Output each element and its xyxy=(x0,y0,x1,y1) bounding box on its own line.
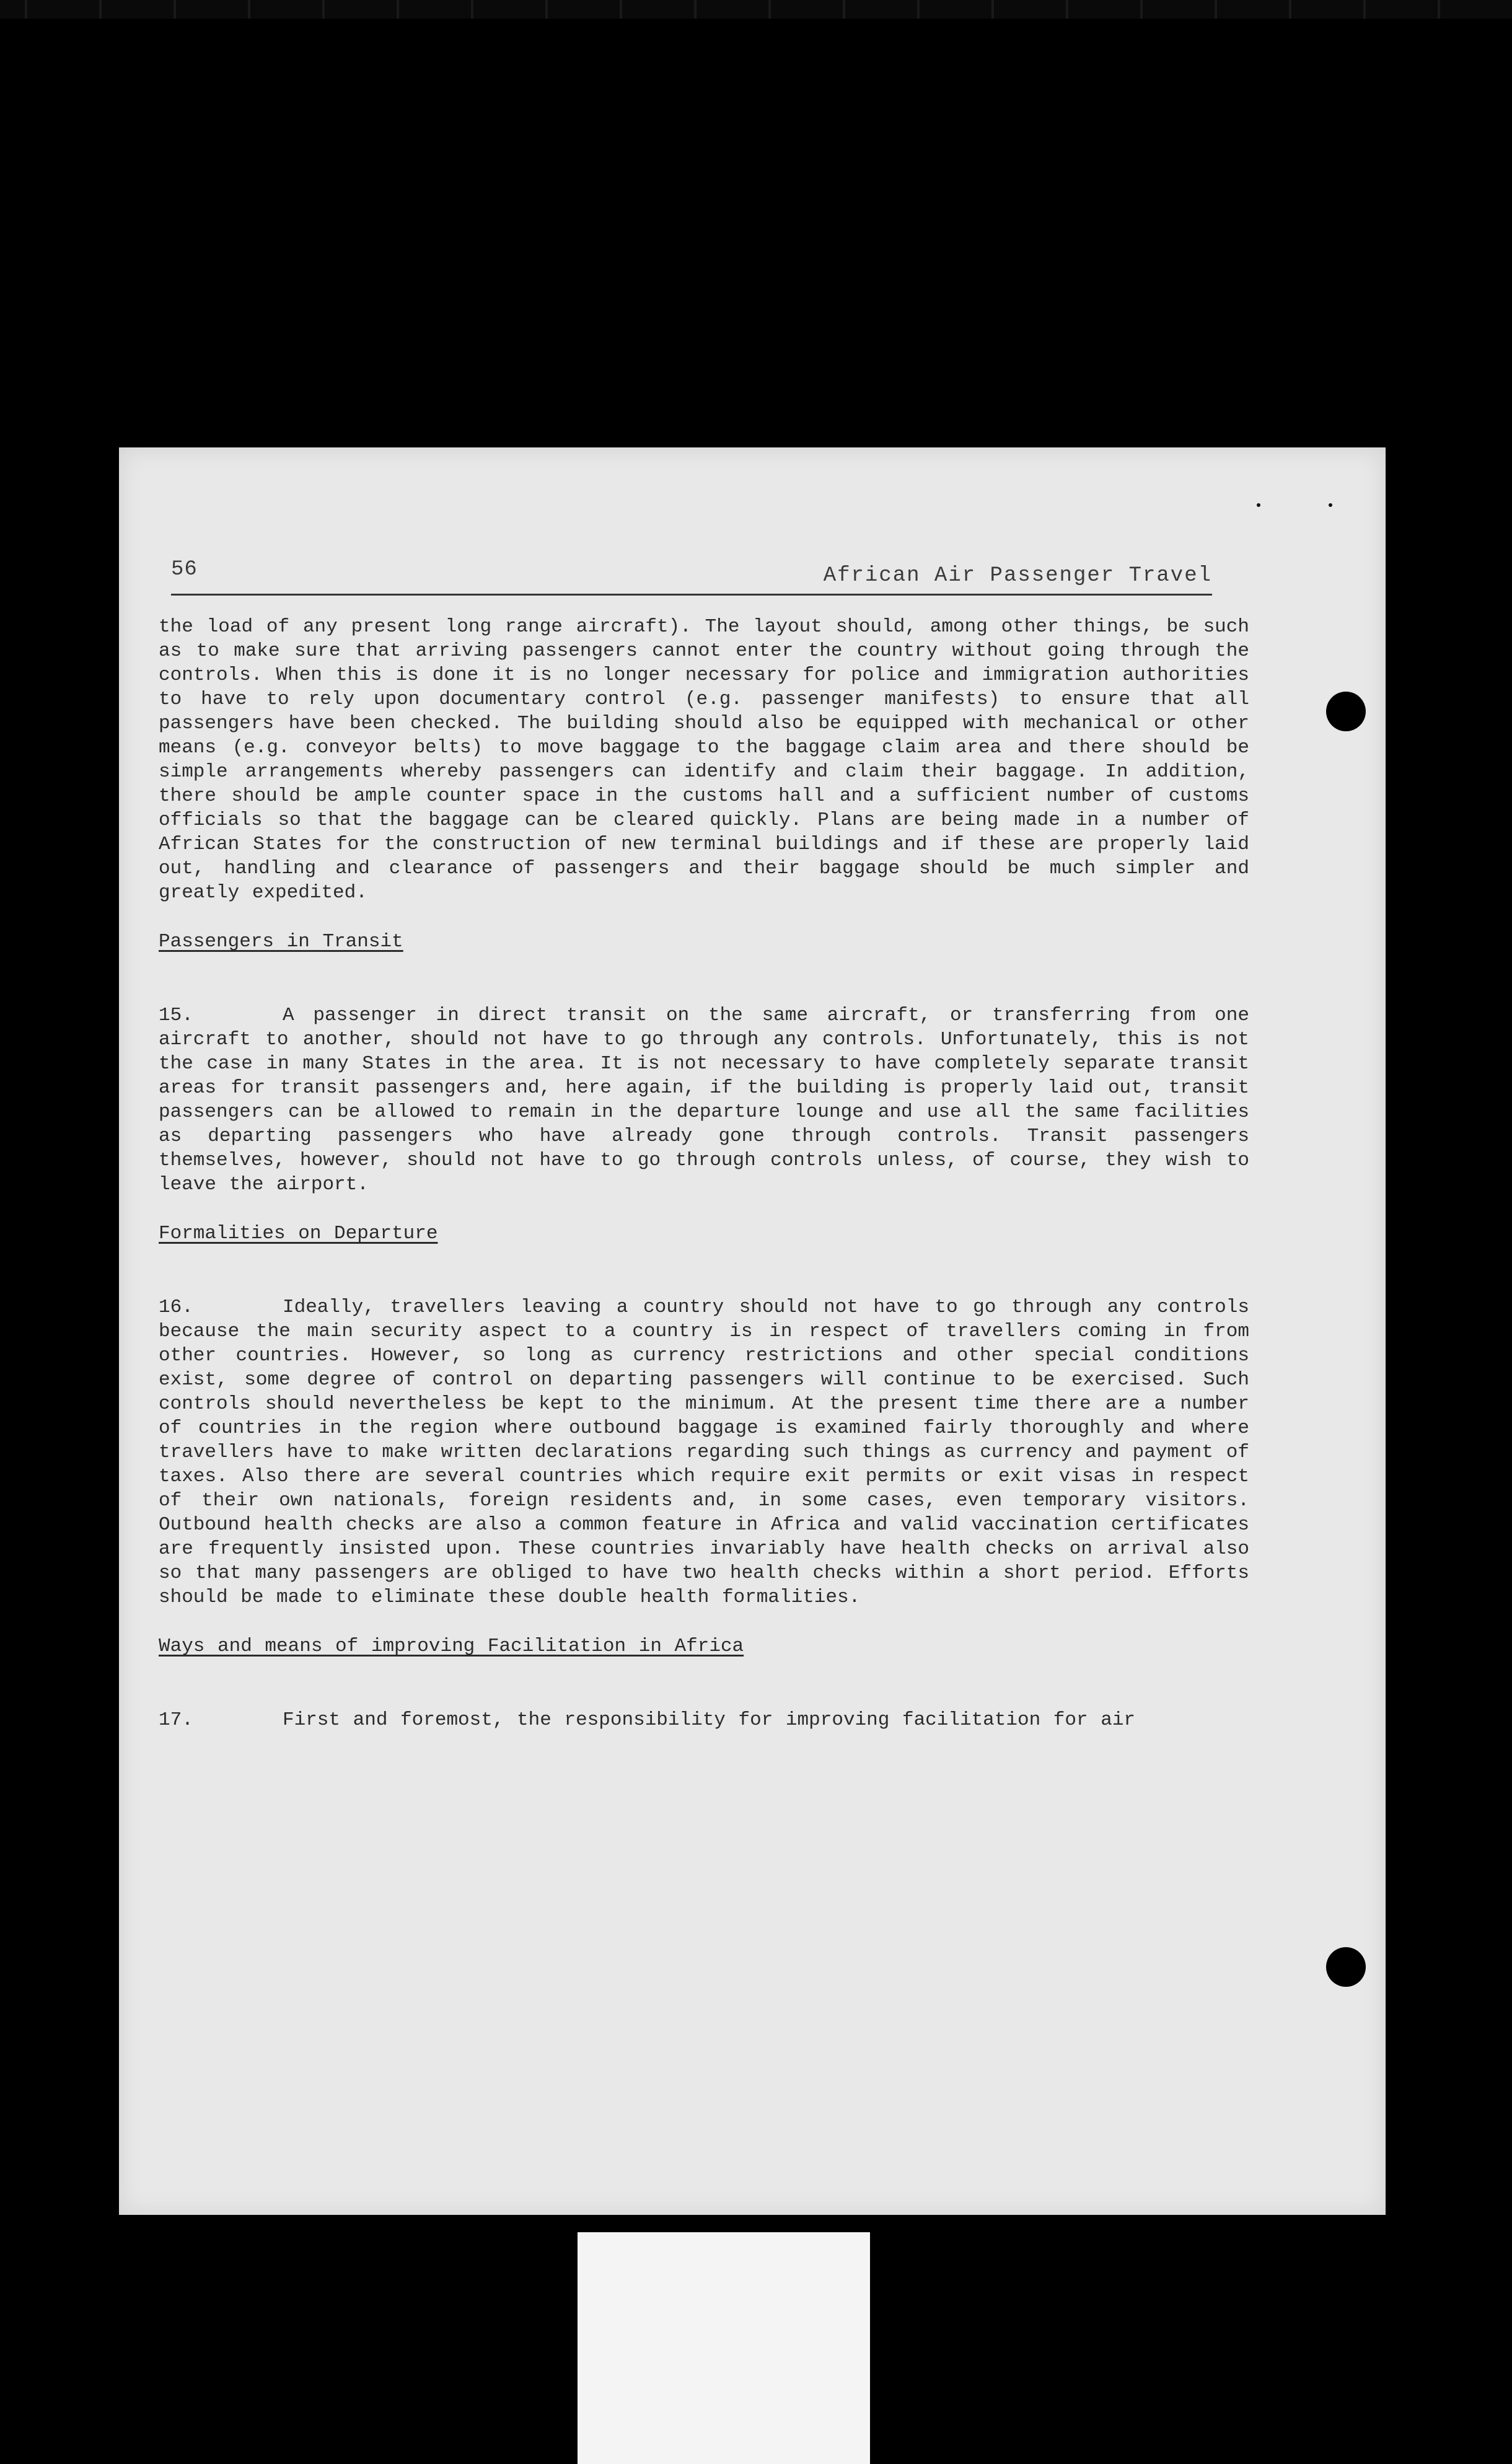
heading-passengers-in-transit: Passengers in Transit xyxy=(159,931,403,953)
paragraph-text: A passenger in direct transit on the same aircraft, or transferring from one aircraft to another, should not have to go through any controls. Unfortunately, this is not the case in many States in the area. It is not necessary to have completely separate transit areas for transit passengers and, here again, if the building is properly laid out, transit passengers can be allowed to remain in the departure lounge and use all the same facilities as departing passengers who have already gone through controls. Transit passengers themselves, however, should not have to go through controls unless, of course, they wish to leave the airport. xyxy=(159,1005,1249,1195)
paragraph-16 xyxy=(159,1295,1249,1609)
heading-formalities-on-departure: Formalities on Departure xyxy=(159,1223,438,1244)
paragraph-number: 17. xyxy=(159,1709,193,1731)
paragraph-15 xyxy=(159,1003,1249,1197)
paragraph-number: 16. xyxy=(159,1296,193,1318)
document-page xyxy=(119,447,1386,2215)
running-title: African Air Passenger Travel xyxy=(823,564,1212,587)
page-number: 56 xyxy=(171,558,198,581)
scan-speck xyxy=(1329,503,1332,507)
calibration-card xyxy=(578,2232,870,2464)
paragraph-number: 15. xyxy=(159,1005,193,1026)
scan-border xyxy=(0,0,1512,19)
paragraph-text: First and foremost, the responsibility for improving facilitation for air xyxy=(283,1709,1136,1731)
paragraph-text: Ideally, travellers leaving a country should not have to go through any controls because the main security aspect to a country is in respect of travellers coming in from other countries. However, so long as currency restrictions and other special conditions exist, some degree of control on departing passengers will continue to be exercised. Such controls should nevertheless be kept to the minimum. At the present time there are a number of countries in the region where outbound baggage is examined fairly thoroughly and where travellers have to make written declarations regarding such things as currency and payment of taxes. Also there are several countries which require exit permits or exit visas in respect of their own nationals, foreign residents and, in some cases, even temporary visitors. Outbound health checks are also a common feature in Africa and valid vaccination certificates are frequently insisted upon. These countries invariably have health checks on arrival also so that many passengers are obliged to have two health checks within a short period. Efforts should be made to eliminate these double health formalities. xyxy=(159,1296,1249,1608)
punch-hole xyxy=(1326,1947,1366,1987)
scan-speck xyxy=(1257,503,1260,507)
heading-ways-and-means: Ways and means of improving Facilitation in Africa xyxy=(159,1635,744,1657)
paragraph-continued: the load of any present long range aircraft). The layout should, among other things, be such as to make sure that arriving passengers cannot enter the country without going through the controls. When this is done it is no longer necessary for police and immigration authorities to have to rely upon documentary control (e.g. passenger manifests) to ensure that all passengers have been checked. The building should also be equipped with mechanical or other means (e.g. conveyor belts) to move baggage to the baggage claim area and there should be simple arrangements whereby passengers can identify and claim their baggage. In addition, there should be ample counter space in the customs hall and a sufficient number of customs officials so that the baggage can be cleared quickly. Plans are being made in a number of African States for the construction of new terminal buildings and if these are properly laid out, handling and clearance of passengers and their baggage should be much simpler and greatly expedited. xyxy=(159,616,1249,904)
paragraph-17 xyxy=(159,1708,1249,1732)
body-text xyxy=(159,615,1249,1757)
punch-hole xyxy=(1326,692,1366,731)
